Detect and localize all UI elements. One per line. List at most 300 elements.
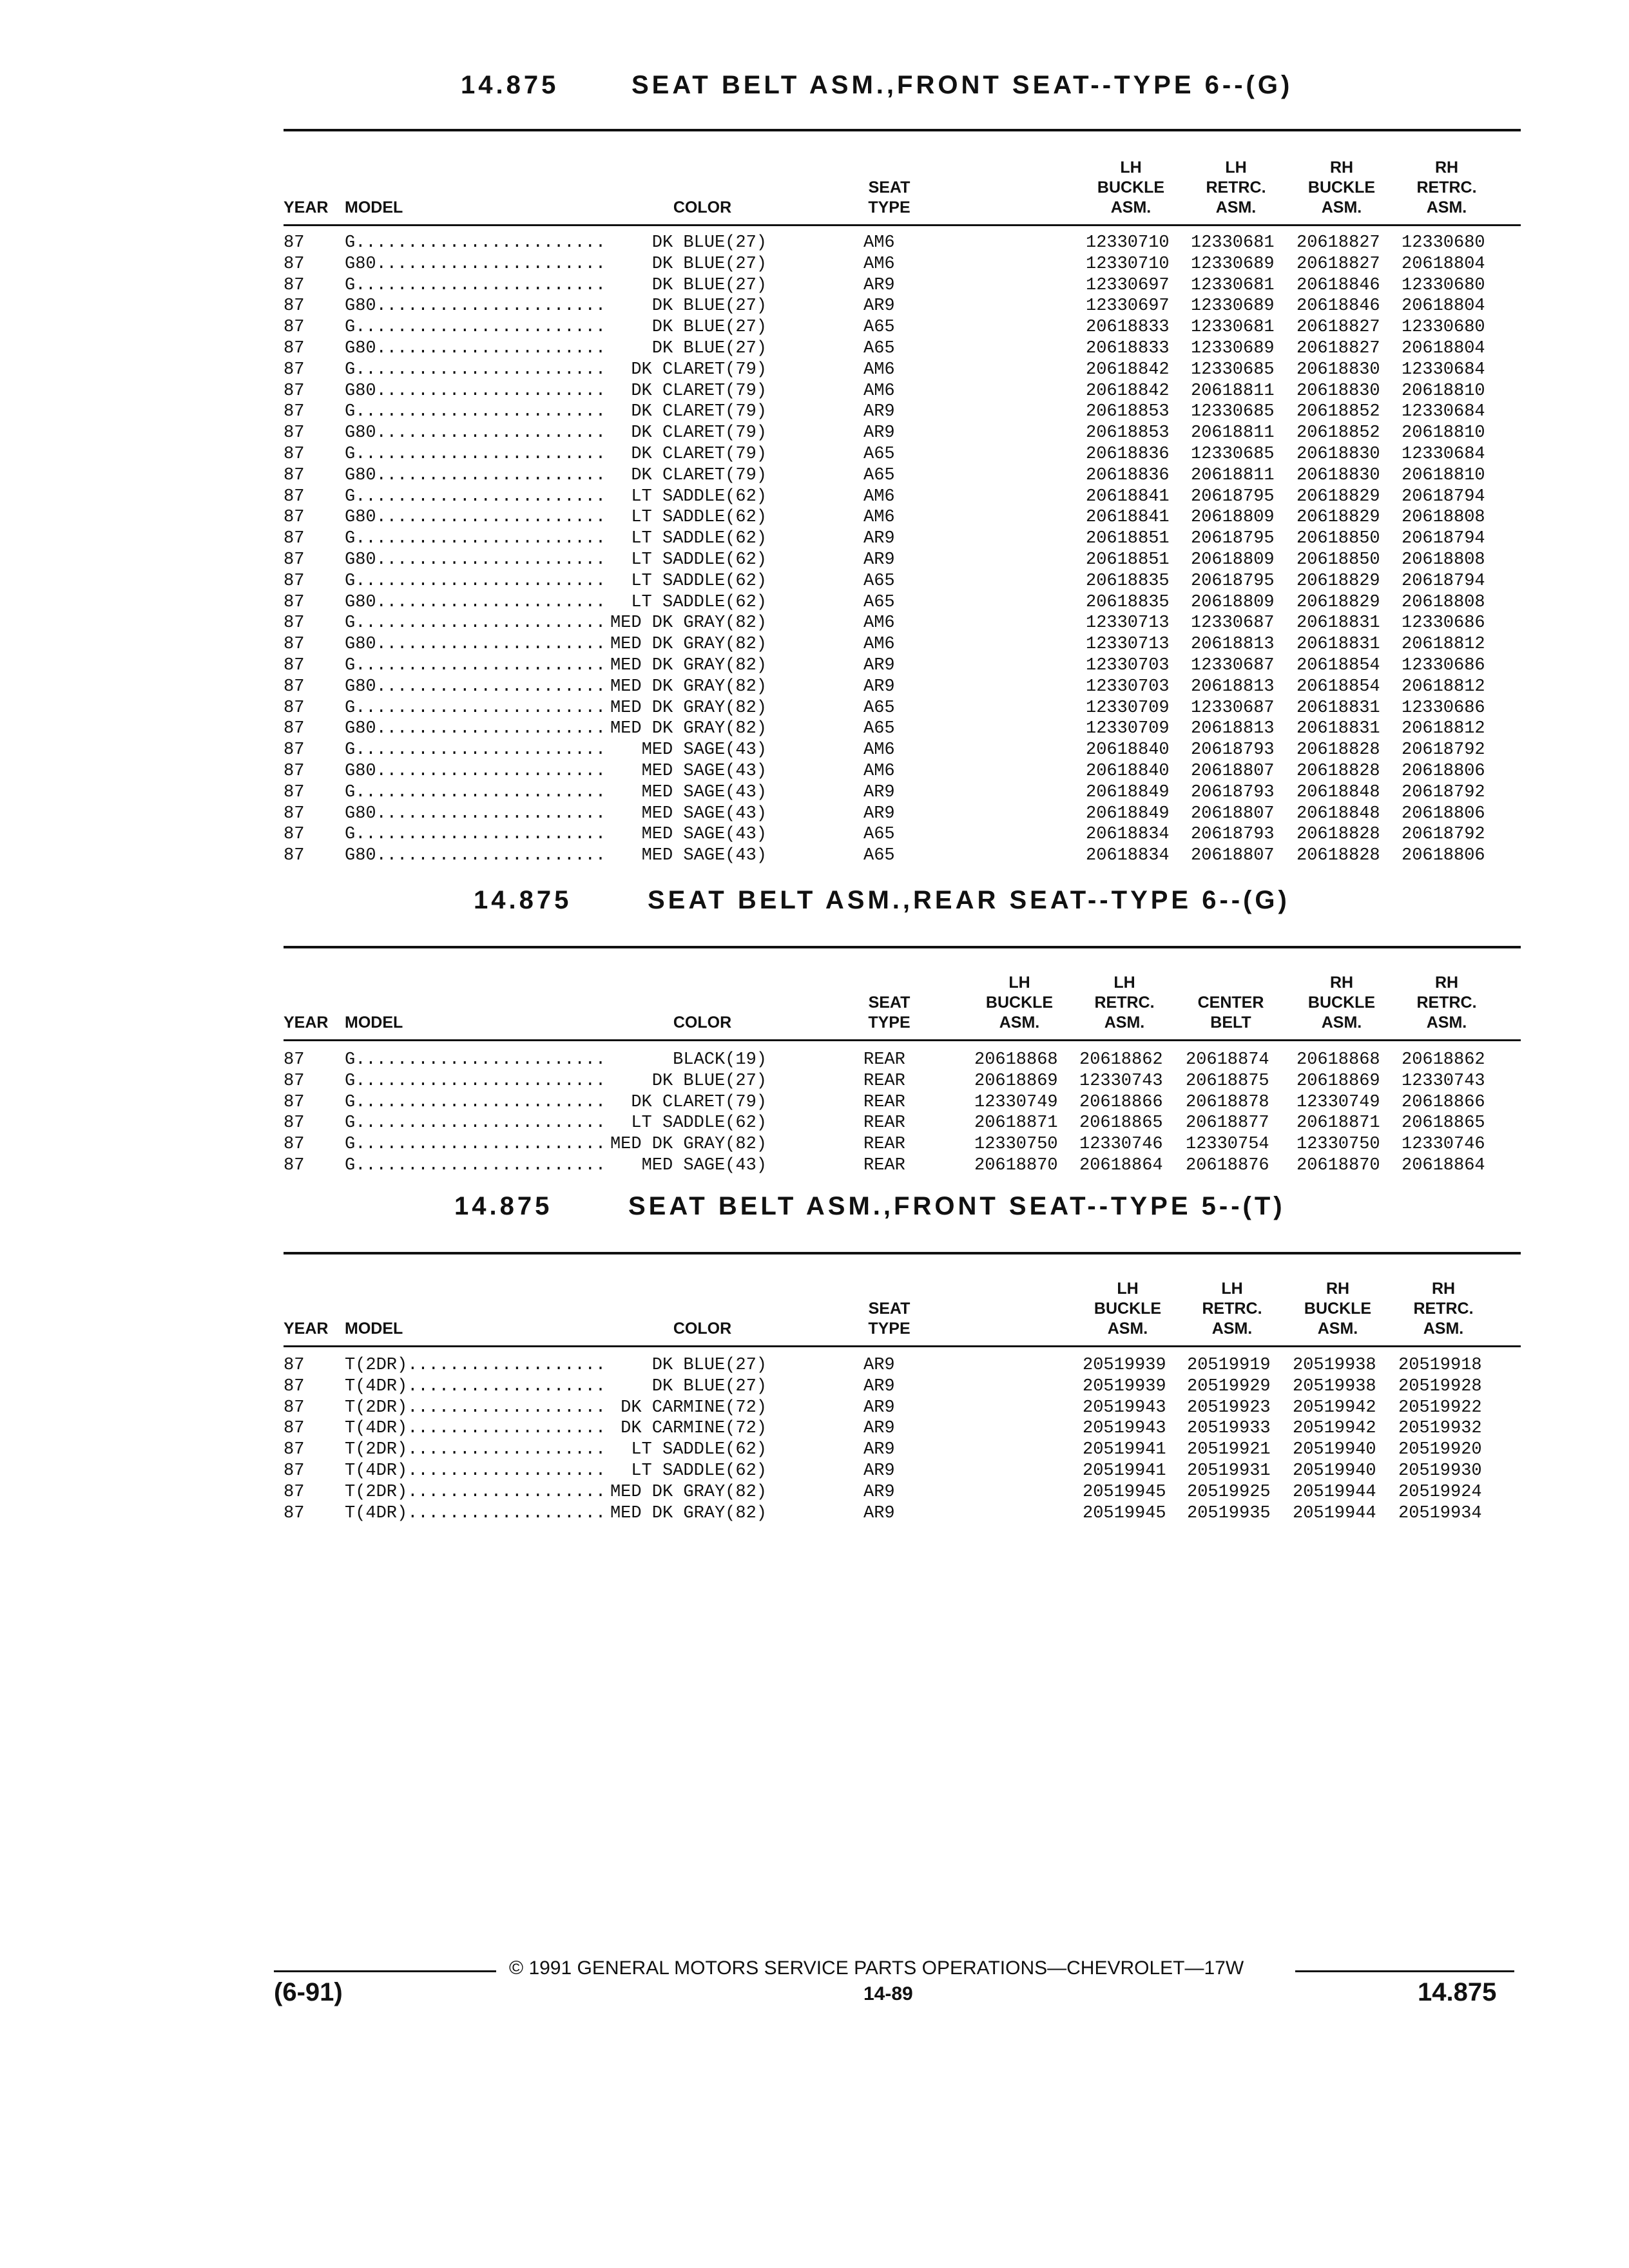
- cell-seat-type: A65: [863, 825, 895, 844]
- cell-model: T(2DR)...................: [345, 1483, 606, 1502]
- cell-part-number: 20618811: [1191, 466, 1275, 485]
- cell-model: T(4DR)...................: [345, 1461, 606, 1481]
- cell-part-number: 20618834: [1086, 846, 1170, 865]
- cell-part-number: 12330685: [1191, 402, 1275, 421]
- cell-part-number: 12330710: [1086, 233, 1170, 253]
- cell-year: 87: [284, 529, 305, 548]
- cell-seat-type: AR9: [863, 1461, 895, 1481]
- copyright-text: © 1991 GENERAL MOTORS SERVICE PARTS OPERATIONS—CHEVROLET—17W: [509, 1957, 1244, 1979]
- cell-part-number: 20618809: [1191, 550, 1275, 570]
- header-color: COLOR: [673, 198, 732, 216]
- cell-part-number: 20618829: [1296, 508, 1380, 527]
- table-row: [284, 1440, 1521, 1461]
- cell-year: 87: [284, 423, 305, 443]
- cell-seat-type: REAR: [863, 1113, 905, 1133]
- cell-part-number: 20618792: [1402, 783, 1485, 802]
- cell-part-number: 12330746: [1402, 1135, 1485, 1154]
- cell-part-number: 20618870: [1296, 1156, 1380, 1175]
- table-row: [284, 1504, 1521, 1524]
- header-model: MODEL: [345, 198, 403, 216]
- cell-model: G........................: [345, 487, 606, 506]
- cell-part-number: 12330681: [1191, 233, 1275, 253]
- cell-part-number: 20618829: [1296, 572, 1380, 591]
- table-row: [284, 233, 1521, 254]
- cell-year: 87: [284, 1135, 305, 1154]
- cell-part-number: 20618813: [1191, 635, 1275, 654]
- cell-year: 87: [284, 381, 305, 401]
- cell-seat-type: AR9: [863, 677, 895, 697]
- header-part-col-2: RH BUCKLE ASM.: [1307, 159, 1376, 216]
- cell-year: 87: [284, 508, 305, 527]
- table-row: [284, 402, 1521, 423]
- header-seat-type: SEAT TYPE: [868, 994, 911, 1032]
- cell-model: G80......................: [345, 719, 606, 738]
- cell-part-number: 12330743: [1079, 1072, 1163, 1091]
- cell-part-number: 20618833: [1086, 318, 1170, 337]
- table-row: [284, 804, 1521, 825]
- cell-part-number: 12330713: [1086, 635, 1170, 654]
- header-model: MODEL: [345, 1320, 403, 1338]
- cell-part-number: 12330713: [1086, 613, 1170, 633]
- cell-part-number: 12330689: [1191, 255, 1275, 274]
- cell-year: 87: [284, 635, 305, 654]
- header-color: COLOR: [673, 1014, 732, 1032]
- cell-seat-type: AM6: [863, 487, 895, 506]
- cell-part-number: 20618866: [1402, 1093, 1485, 1112]
- cell-year: 87: [284, 593, 305, 612]
- cell-part-number: 20618827: [1296, 233, 1380, 253]
- cell-part-number: 20618864: [1402, 1156, 1485, 1175]
- table-row: [284, 613, 1521, 634]
- cell-model: G........................: [345, 1156, 606, 1175]
- cell-part-number: 20618804: [1402, 255, 1485, 274]
- table-row: [284, 762, 1521, 782]
- table-row: [284, 339, 1521, 360]
- cell-model: G........................: [345, 445, 606, 464]
- cell-part-number: 20618795: [1191, 572, 1275, 591]
- cell-part-number: 12330687: [1191, 698, 1275, 718]
- cell-part-number: 20618807: [1191, 804, 1275, 823]
- cell-part-number: 20618849: [1086, 783, 1170, 802]
- cell-part-number: 12330687: [1191, 613, 1275, 633]
- cell-model: G........................: [345, 1072, 606, 1091]
- cell-seat-type: AM6: [863, 381, 895, 401]
- cell-year: 87: [284, 613, 305, 633]
- cell-year: 87: [284, 1440, 305, 1459]
- cell-seat-type: AR9: [863, 1398, 895, 1418]
- cell-color: DK BLUE(27): [606, 318, 767, 337]
- cell-year: 87: [284, 1050, 305, 1070]
- cell-model: G........................: [345, 825, 606, 844]
- cell-model: G........................: [345, 1050, 606, 1070]
- cell-part-number: 20618850: [1296, 529, 1380, 548]
- cell-part-number: 20618836: [1086, 466, 1170, 485]
- cell-part-number: 20519944: [1293, 1504, 1376, 1523]
- cell-year: 87: [284, 698, 305, 718]
- cell-part-number: 20618827: [1296, 318, 1380, 337]
- cell-year: 87: [284, 762, 305, 781]
- cell-year: 87: [284, 487, 305, 506]
- header-part-col-3: RH RETRC. ASM.: [1413, 1280, 1474, 1338]
- header-part-col-2: CENTER BELT: [1197, 994, 1264, 1032]
- table-row: [284, 1398, 1521, 1419]
- cell-part-number: 20618793: [1191, 740, 1275, 760]
- cell-color: DK BLUE(27): [606, 296, 767, 316]
- cell-part-number: 20618828: [1296, 740, 1380, 760]
- cell-year: 87: [284, 1461, 305, 1481]
- cell-part-number: 20618851: [1086, 529, 1170, 548]
- cell-seat-type: AR9: [863, 1440, 895, 1459]
- cell-color: MED DK GRAY(82): [606, 698, 767, 718]
- cell-seat-type: AM6: [863, 255, 895, 274]
- section-number-footer: 14.875: [1418, 1978, 1497, 2006]
- cell-color: DK CLARET(79): [606, 381, 767, 401]
- cell-model: G80......................: [345, 339, 606, 358]
- cell-color: DK CLARET(79): [606, 360, 767, 380]
- cell-part-number: 20618846: [1296, 276, 1380, 295]
- cell-model: G80......................: [345, 296, 606, 316]
- cell-year: 87: [284, 233, 305, 253]
- cell-seat-type: AR9: [863, 1504, 895, 1523]
- cell-part-number: 20519941: [1083, 1440, 1166, 1459]
- cell-part-number: 20618811: [1191, 423, 1275, 443]
- page-number: 14-89: [863, 1983, 913, 2004]
- table-row: [284, 635, 1521, 655]
- cell-color: LT SADDLE(62): [606, 487, 767, 506]
- table-row: [284, 698, 1521, 719]
- cell-year: 87: [284, 1398, 305, 1418]
- header-bottom-rule: [284, 1039, 1521, 1041]
- cell-color: LT SADDLE(62): [606, 593, 767, 612]
- table-row: [284, 783, 1521, 803]
- cell-part-number: 12330743: [1402, 1072, 1485, 1091]
- cell-part-number: 20618812: [1402, 719, 1485, 738]
- table-row: [284, 529, 1521, 550]
- cell-model: G........................: [345, 1135, 606, 1154]
- cell-seat-type: A65: [863, 445, 895, 464]
- header-seat-type: SEAT TYPE: [868, 178, 911, 216]
- date-code: (6-91): [274, 1978, 343, 2006]
- cell-part-number: 20519944: [1293, 1483, 1376, 1502]
- header-year: YEAR: [284, 1320, 329, 1338]
- cell-color: LT SADDLE(62): [606, 1440, 767, 1459]
- table-row: [284, 423, 1521, 444]
- cell-part-number: 20519938: [1293, 1356, 1376, 1375]
- table-row: [284, 318, 1521, 338]
- cell-color: LT SADDLE(62): [606, 1113, 767, 1133]
- cell-model: G80......................: [345, 804, 606, 823]
- table-row: [284, 1156, 1521, 1177]
- table-row: [284, 740, 1521, 761]
- header-part-col-0: LH BUCKLE ASM.: [1097, 159, 1165, 216]
- header-part-col-1: LH RETRC. ASM.: [1202, 1280, 1262, 1338]
- cell-color: MED SAGE(43): [606, 846, 767, 865]
- cell-model: G........................: [345, 318, 606, 337]
- cell-part-number: 20618794: [1402, 529, 1485, 548]
- cell-part-number: 12330697: [1086, 276, 1170, 295]
- cell-color: DK BLUE(27): [606, 1072, 767, 1091]
- cell-year: 87: [284, 550, 305, 570]
- table-row: [284, 466, 1521, 486]
- header-seat-type: SEAT TYPE: [868, 1300, 911, 1338]
- cell-seat-type: REAR: [863, 1135, 905, 1154]
- cell-part-number: 20519941: [1083, 1461, 1166, 1481]
- cell-seat-type: A65: [863, 719, 895, 738]
- cell-model: T(2DR)...................: [345, 1440, 606, 1459]
- table-row: [284, 296, 1521, 317]
- cell-year: 87: [284, 1377, 305, 1396]
- cell-part-number: 20618806: [1402, 762, 1485, 781]
- cell-part-number: 20618795: [1191, 529, 1275, 548]
- cell-part-number: 20618831: [1296, 719, 1380, 738]
- cell-part-number: 12330703: [1086, 677, 1170, 697]
- cell-part-number: 20618878: [1186, 1093, 1269, 1112]
- cell-part-number: 20618869: [974, 1072, 1058, 1091]
- table-row: [284, 381, 1521, 402]
- cell-part-number: 20618840: [1086, 740, 1170, 760]
- table-row: [284, 508, 1521, 528]
- cell-part-number: 20618854: [1296, 656, 1380, 675]
- section-top-rule: [284, 1252, 1521, 1254]
- cell-model: G........................: [345, 233, 606, 253]
- cell-color: DK CLARET(79): [606, 402, 767, 421]
- cell-seat-type: AR9: [863, 529, 895, 548]
- cell-year: 87: [284, 402, 305, 421]
- cell-year: 87: [284, 276, 305, 295]
- table-row: [284, 550, 1521, 571]
- cell-color: DK BLUE(27): [606, 339, 767, 358]
- table-row: [284, 1093, 1521, 1113]
- cell-model: G........................: [345, 656, 606, 675]
- cell-part-number: 20618834: [1086, 825, 1170, 844]
- cell-part-number: 20618830: [1296, 466, 1380, 485]
- cell-year: 87: [284, 318, 305, 337]
- cell-part-number: 20519921: [1187, 1440, 1271, 1459]
- cell-part-number: 12330680: [1402, 318, 1485, 337]
- cell-part-number: 20618871: [974, 1113, 1058, 1133]
- cell-part-number: 12330709: [1086, 719, 1170, 738]
- cell-seat-type: AM6: [863, 233, 895, 253]
- header-year: YEAR: [284, 1014, 329, 1032]
- cell-color: DK BLUE(27): [606, 276, 767, 295]
- table-row: [284, 1050, 1521, 1071]
- table-row: [284, 255, 1521, 275]
- header-part-col-2: RH BUCKLE ASM.: [1304, 1280, 1372, 1338]
- cell-seat-type: REAR: [863, 1050, 905, 1070]
- cell-seat-type: AM6: [863, 635, 895, 654]
- cell-color: MED SAGE(43): [606, 740, 767, 760]
- section-number: 14.875: [461, 71, 559, 99]
- cell-part-number: 20618842: [1086, 381, 1170, 401]
- cell-part-number: 20618864: [1079, 1156, 1163, 1175]
- cell-part-number: 12330686: [1402, 613, 1485, 633]
- cell-part-number: 20618865: [1079, 1113, 1163, 1133]
- cell-part-number: 20618829: [1296, 593, 1380, 612]
- cell-part-number: 20618866: [1079, 1093, 1163, 1112]
- cell-seat-type: AM6: [863, 762, 895, 781]
- cell-part-number: 12330749: [1296, 1093, 1380, 1112]
- cell-part-number: 20618807: [1191, 762, 1275, 781]
- cell-model: T(4DR)...................: [345, 1377, 606, 1396]
- cell-color: MED SAGE(43): [606, 825, 767, 844]
- cell-color: MED DK GRAY(82): [606, 613, 767, 633]
- cell-part-number: 20519942: [1293, 1398, 1376, 1418]
- header-part-col-4: RH RETRC. ASM.: [1416, 974, 1477, 1032]
- cell-year: 87: [284, 783, 305, 802]
- table-row: [284, 1072, 1521, 1092]
- header-part-col-1: LH RETRC. ASM.: [1094, 974, 1155, 1032]
- table-row: [284, 1135, 1521, 1155]
- cell-part-number: 20618830: [1296, 381, 1380, 401]
- cell-part-number: 12330684: [1402, 360, 1485, 380]
- table-row: [284, 825, 1521, 845]
- table-row: [284, 656, 1521, 677]
- cell-part-number: 20519935: [1187, 1504, 1271, 1523]
- cell-model: G........................: [345, 1093, 606, 1112]
- cell-color: DK BLUE(27): [606, 1356, 767, 1375]
- cell-part-number: 20618833: [1086, 339, 1170, 358]
- cell-part-number: 20618836: [1086, 445, 1170, 464]
- cell-part-number: 20519930: [1398, 1461, 1482, 1481]
- cell-seat-type: AR9: [863, 1483, 895, 1502]
- cell-color: DK CLARET(79): [606, 466, 767, 485]
- cell-part-number: 12330754: [1186, 1135, 1269, 1154]
- cell-part-number: 12330697: [1086, 296, 1170, 316]
- cell-year: 87: [284, 445, 305, 464]
- cell-part-number: 12330681: [1191, 276, 1275, 295]
- cell-part-number: 20618877: [1186, 1113, 1269, 1133]
- cell-model: G........................: [345, 740, 606, 760]
- cell-seat-type: A65: [863, 318, 895, 337]
- cell-part-number: 20618809: [1191, 593, 1275, 612]
- cell-color: MED DK GRAY(82): [606, 677, 767, 697]
- cell-part-number: 20519943: [1083, 1419, 1166, 1438]
- section-number: 14.875: [454, 1192, 553, 1220]
- cell-part-number: 20618827: [1296, 255, 1380, 274]
- cell-color: MED SAGE(43): [606, 804, 767, 823]
- header-part-col-0: LH BUCKLE ASM.: [985, 974, 1054, 1032]
- cell-part-number: 20618870: [974, 1156, 1058, 1175]
- cell-year: 87: [284, 296, 305, 316]
- table-row: [284, 1461, 1521, 1482]
- cell-color: LT SADDLE(62): [606, 1461, 767, 1481]
- cell-seat-type: AM6: [863, 740, 895, 760]
- section-top-rule: [284, 946, 1521, 948]
- cell-color: MED DK GRAY(82): [606, 1504, 767, 1523]
- cell-part-number: 20618852: [1296, 402, 1380, 421]
- cell-part-number: 20618809: [1191, 508, 1275, 527]
- cell-seat-type: A65: [863, 593, 895, 612]
- cell-seat-type: A65: [863, 846, 895, 865]
- cell-color: DK BLUE(27): [606, 233, 767, 253]
- cell-seat-type: AR9: [863, 1356, 895, 1375]
- cell-part-number: 20618853: [1086, 402, 1170, 421]
- cell-color: DK BLUE(27): [606, 255, 767, 274]
- cell-part-number: 20618869: [1296, 1072, 1380, 1091]
- cell-part-number: 20618862: [1079, 1050, 1163, 1070]
- table-row: [284, 572, 1521, 592]
- table-row: [284, 719, 1521, 740]
- header-bottom-rule: [284, 224, 1521, 226]
- cell-year: 87: [284, 719, 305, 738]
- cell-part-number: 20618851: [1086, 550, 1170, 570]
- cell-model: G........................: [345, 360, 606, 380]
- header-part-col-3: RH RETRC. ASM.: [1416, 159, 1477, 216]
- cell-part-number: 20618810: [1402, 466, 1485, 485]
- cell-part-number: 20519928: [1398, 1377, 1482, 1396]
- cell-color: LT SADDLE(62): [606, 550, 767, 570]
- cell-seat-type: AM6: [863, 508, 895, 527]
- cell-model: G80......................: [345, 846, 606, 865]
- cell-part-number: 20618830: [1296, 360, 1380, 380]
- cell-part-number: 20618868: [1296, 1050, 1380, 1070]
- table-row: [284, 1377, 1521, 1398]
- cell-seat-type: A65: [863, 572, 895, 591]
- cell-year: 87: [284, 740, 305, 760]
- table-row: [284, 593, 1521, 613]
- footer-rule-right: [1295, 1970, 1514, 1972]
- cell-part-number: 20618862: [1402, 1050, 1485, 1070]
- cell-seat-type: AM6: [863, 360, 895, 380]
- cell-part-number: 20618835: [1086, 593, 1170, 612]
- cell-part-number: 20618806: [1402, 804, 1485, 823]
- cell-part-number: 12330703: [1086, 656, 1170, 675]
- cell-part-number: 20618804: [1402, 296, 1485, 316]
- cell-part-number: 20618850: [1296, 550, 1380, 570]
- cell-part-number: 20519922: [1398, 1398, 1482, 1418]
- cell-model: T(2DR)...................: [345, 1398, 606, 1418]
- footer-rule-left: [274, 1970, 496, 1972]
- cell-part-number: 20618868: [974, 1050, 1058, 1070]
- cell-part-number: 12330709: [1086, 698, 1170, 718]
- table-row: [284, 445, 1521, 465]
- table-row: [284, 846, 1521, 867]
- cell-seat-type: REAR: [863, 1093, 905, 1112]
- cell-part-number: 20618829: [1296, 487, 1380, 506]
- cell-part-number: 20519918: [1398, 1356, 1482, 1375]
- cell-part-number: 12330686: [1402, 656, 1485, 675]
- section-title: SEAT BELT ASM.,FRONT SEAT--TYPE 5--(T): [628, 1192, 1286, 1220]
- cell-year: 87: [284, 1113, 305, 1133]
- cell-year: 87: [284, 1072, 305, 1091]
- cell-part-number: 12330687: [1191, 656, 1275, 675]
- cell-part-number: 12330689: [1191, 339, 1275, 358]
- cell-model: G........................: [345, 1113, 606, 1133]
- cell-model: G80......................: [345, 593, 606, 612]
- cell-part-number: 20519932: [1398, 1419, 1482, 1438]
- cell-part-number: 20618831: [1296, 698, 1380, 718]
- cell-part-number: 20519929: [1187, 1377, 1271, 1396]
- cell-part-number: 20618828: [1296, 762, 1380, 781]
- cell-seat-type: AR9: [863, 550, 895, 570]
- cell-part-number: 12330685: [1191, 360, 1275, 380]
- cell-part-number: 20618874: [1186, 1050, 1269, 1070]
- cell-seat-type: REAR: [863, 1072, 905, 1091]
- cell-part-number: 12330684: [1402, 445, 1485, 464]
- header-bottom-rule: [284, 1345, 1521, 1347]
- cell-part-number: 20618876: [1186, 1156, 1269, 1175]
- cell-color: MED SAGE(43): [606, 762, 767, 781]
- cell-color: DK CARMINE(72): [606, 1398, 767, 1418]
- table-row: [284, 1419, 1521, 1439]
- cell-part-number: 20519939: [1083, 1356, 1166, 1375]
- cell-year: 87: [284, 1504, 305, 1523]
- cell-model: G........................: [345, 572, 606, 591]
- cell-seat-type: AR9: [863, 804, 895, 823]
- cell-part-number: 20618865: [1402, 1113, 1485, 1133]
- cell-part-number: 20519923: [1187, 1398, 1271, 1418]
- cell-part-number: 20618840: [1086, 762, 1170, 781]
